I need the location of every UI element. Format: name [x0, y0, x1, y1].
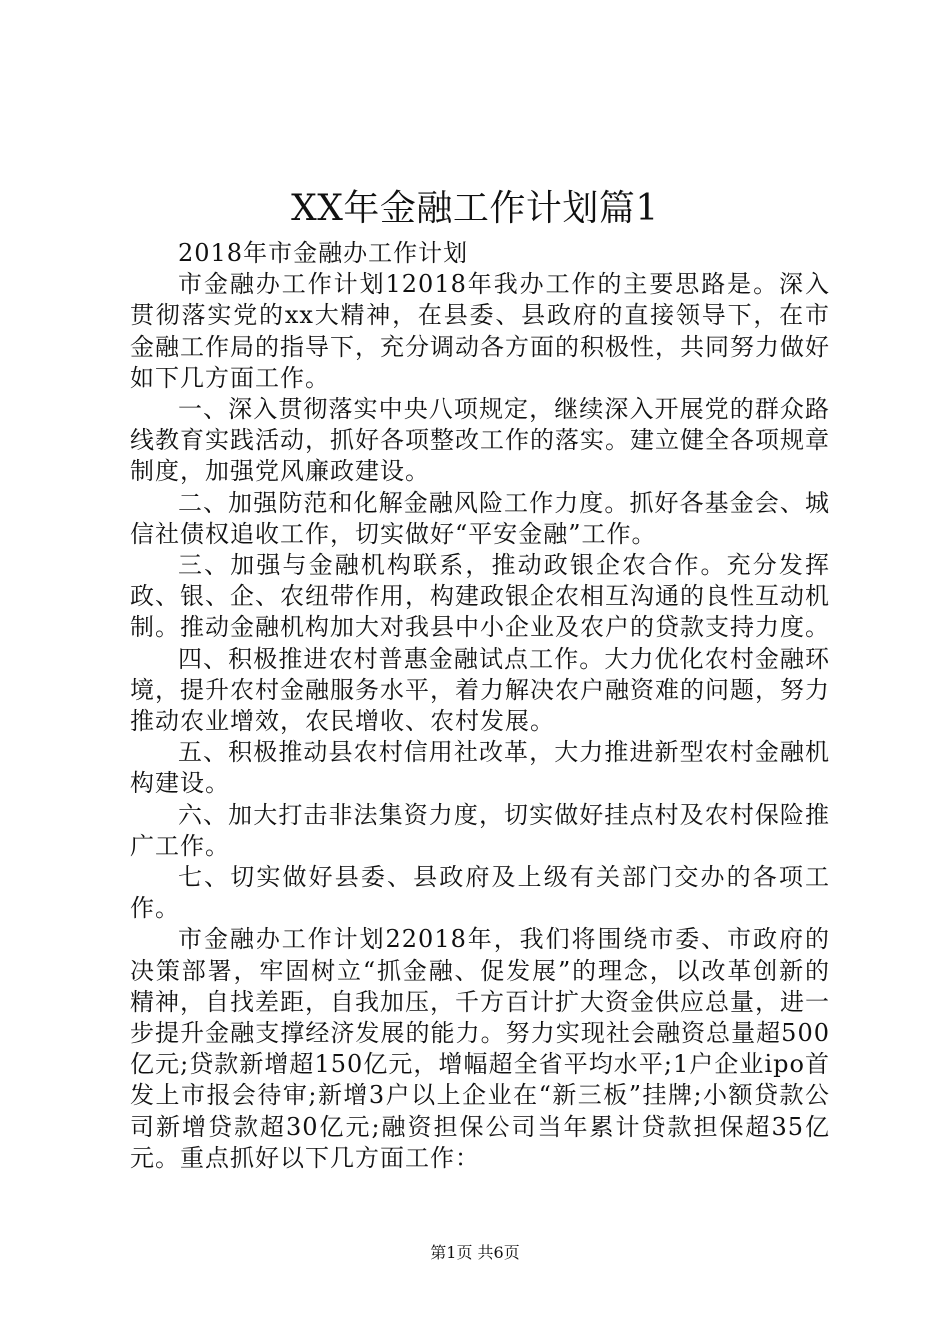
page-indicator: 第1页 共6页 — [430, 1243, 520, 1262]
paragraph-item-5: 五、积极推动县农村信用社改革，大力推进新型农村金融机构建设。 — [130, 738, 830, 798]
document-title: XX年金融工作计划篇1 — [291, 188, 659, 229]
paragraph-item-4: 四、积极推进农村普惠金融试点工作。大力优化农村金融环境，提升农村金融服务水平，着力解决农户融资难的问题，努力推动农业增效，农民增收、农村发展。 — [130, 644, 830, 736]
document-body — [130, 238, 830, 1174]
paragraph-item-2: 二、加强防范和化解金融风险工作力度。抓好各基金会、城信社债权追收工作，切实做好“平安金融”工作。 — [130, 488, 830, 548]
paragraph-plan-2: 市金融办工作计划22018年，我们将围绕市委、市政府的决策部署，牢固树立“抓金融、促发展”的理念，以改革创新的精神，自找差距，自我加压，千方百计扩大资金供应总量，进一步提升金融支撑经济发展的能力。努力实现社会融资总量超500亿元;贷款新增超150亿元，增幅超全省平均水平;1户企业ipo首发上市报会待审;新增3户以上企业在“新三板”挂牌;小额贷款公司新增贷款超30亿元;融资担保公司当年累计贷款担保超35亿元。重点抓好以下几方面工作： — [130, 925, 830, 1172]
paragraph-intro: 市金融办工作计划12018年我办工作的主要思路是。深入贯彻落实党的xx大精神，在县委、县政府的直接领导下，在市金融工作局的指导下，充分调动各方面的积极性，共同努力做好如下几方面工作。 — [130, 270, 830, 392]
paragraph-subtitle: 2018年市金融办工作计划 — [178, 239, 469, 267]
paragraph-item-3: 三、加强与金融机构联系，推动政银企农合作。充分发挥政、银、企、农纽带作用，构建政银企农相互沟通的良性互动机制。推动金融机构加大对我县中小企业及农户的贷款支持力度。 — [130, 551, 830, 642]
paragraph-item-6: 六、加大打击非法集资力度，切实做好挂点村及农村保险推广工作。 — [130, 800, 830, 860]
paragraph-item-1: 一、深入贯彻落实中央八项规定，继续深入开展党的群众路线教育实践活动，抓好各项整改工作的落实。建立健全各项规章制度，加强党风廉政建设。 — [130, 395, 830, 486]
paragraph-item-7: 七、切实做好县委、县政府及上级有关部门交办的各项工作。 — [130, 863, 830, 923]
